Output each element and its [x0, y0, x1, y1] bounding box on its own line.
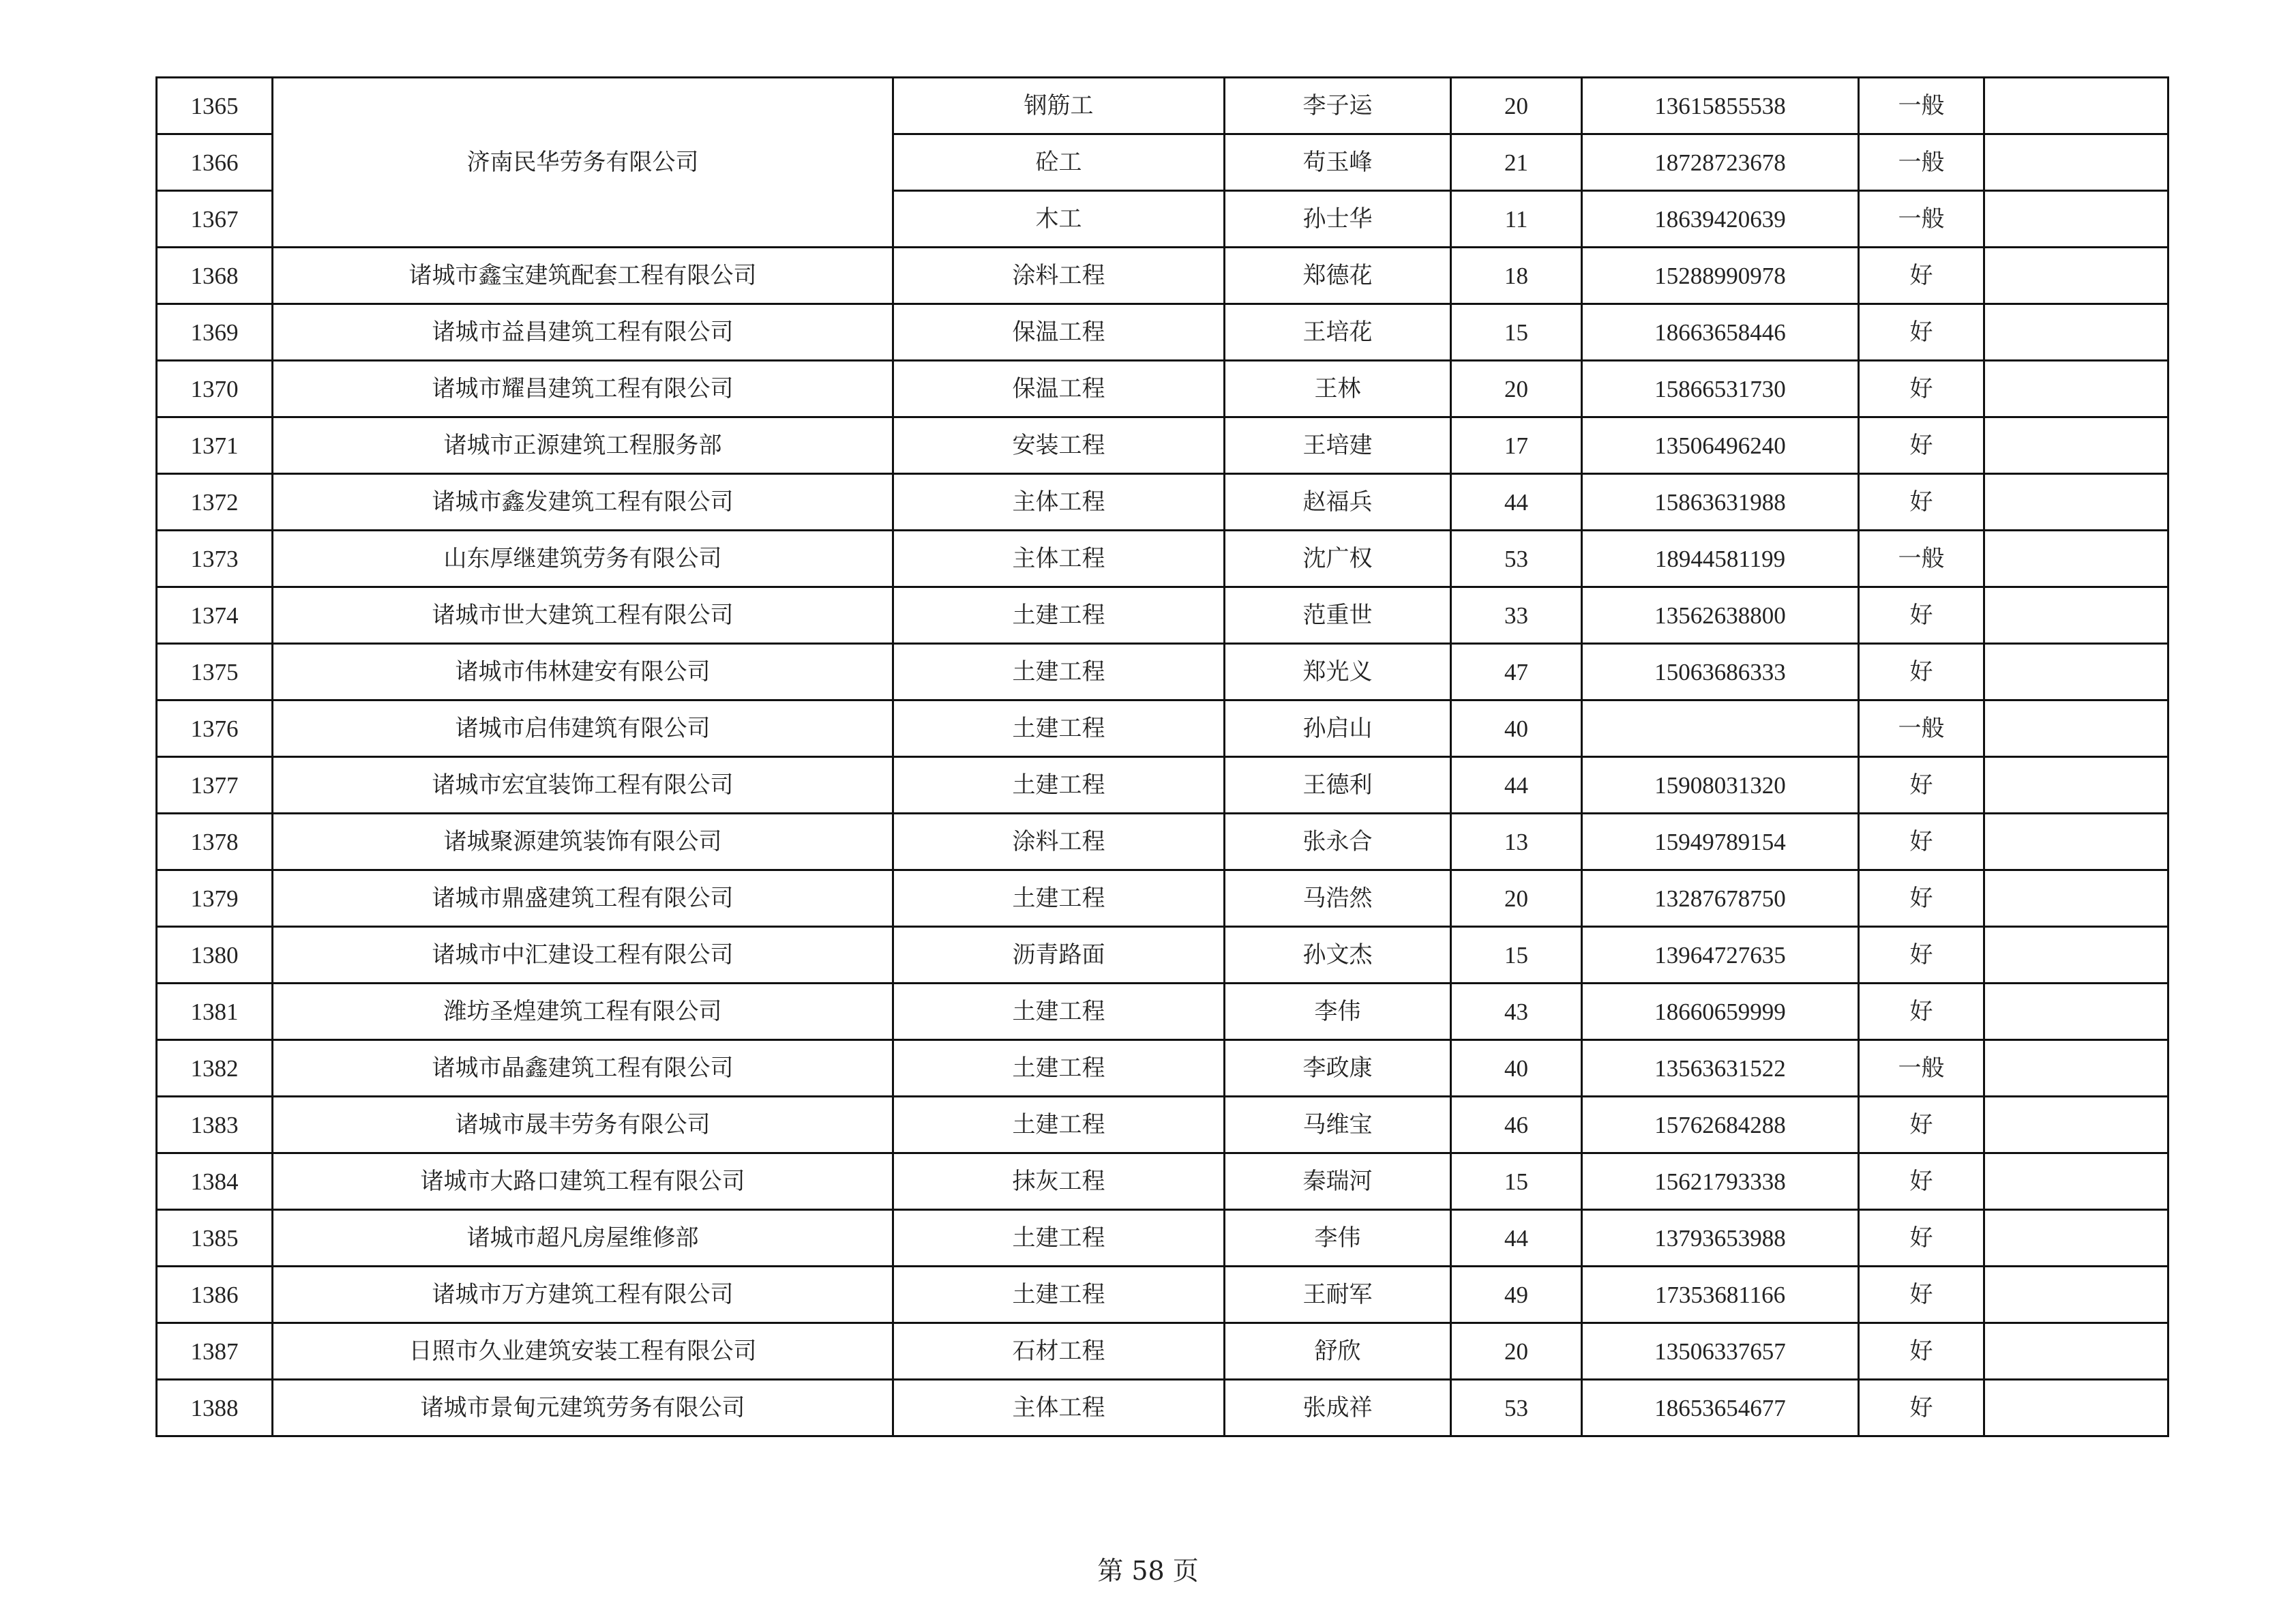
note	[1984, 474, 2168, 531]
rating: 好	[1859, 361, 1984, 417]
work-type: 木工	[893, 191, 1225, 248]
table-row	[157, 361, 2168, 417]
work-type: 土建工程	[893, 644, 1225, 700]
row-number: 1380	[157, 927, 273, 984]
leader-name: 沈广权	[1225, 531, 1451, 587]
phone-number: 17353681166	[1582, 1267, 1859, 1323]
leader-name: 李伟	[1225, 1210, 1451, 1267]
rating: 好	[1859, 814, 1984, 870]
table-row	[157, 531, 2168, 587]
work-type: 涂料工程	[893, 248, 1225, 304]
company-name: 诸城聚源建筑装饰有限公司	[273, 814, 893, 870]
table-row	[157, 304, 2168, 361]
table-row	[157, 757, 2168, 814]
note	[1984, 870, 2168, 927]
note	[1984, 814, 2168, 870]
row-number: 1381	[157, 984, 273, 1040]
work-type: 主体工程	[893, 1380, 1225, 1436]
row-number: 1373	[157, 531, 273, 587]
leader-name: 李政康	[1225, 1040, 1451, 1097]
leader-name: 孙文杰	[1225, 927, 1451, 984]
worker-count: 11	[1451, 191, 1582, 248]
rating: 好	[1859, 757, 1984, 814]
table-row	[157, 474, 2168, 531]
company-name: 诸城市晶鑫建筑工程有限公司	[273, 1040, 893, 1097]
rating: 一般	[1859, 78, 1984, 134]
worker-count: 13	[1451, 814, 1582, 870]
row-number: 1371	[157, 417, 273, 474]
work-type: 沥青路面	[893, 927, 1225, 984]
company-name: 山东厚继建筑劳务有限公司	[273, 531, 893, 587]
row-number: 1366	[157, 134, 273, 191]
worker-count: 49	[1451, 1267, 1582, 1323]
work-type: 土建工程	[893, 757, 1225, 814]
work-type: 砼工	[893, 134, 1225, 191]
worker-count: 40	[1451, 700, 1582, 757]
worker-count: 15	[1451, 927, 1582, 984]
worker-count: 17	[1451, 417, 1582, 474]
company-name: 诸城市超凡房屋维修部	[273, 1210, 893, 1267]
work-type: 钢筋工	[893, 78, 1225, 134]
rating: 好	[1859, 474, 1984, 531]
phone-number: 15949789154	[1582, 814, 1859, 870]
phone-number: 15063686333	[1582, 644, 1859, 700]
worker-count: 21	[1451, 134, 1582, 191]
work-type: 安装工程	[893, 417, 1225, 474]
leader-name: 孙士华	[1225, 191, 1451, 248]
table-row	[157, 248, 2168, 304]
leader-name: 王德利	[1225, 757, 1451, 814]
leader-name: 李子运	[1225, 78, 1451, 134]
row-number: 1377	[157, 757, 273, 814]
row-number: 1376	[157, 700, 273, 757]
work-type: 土建工程	[893, 1210, 1225, 1267]
company-name: 诸城市鑫发建筑工程有限公司	[273, 474, 893, 531]
rating: 好	[1859, 587, 1984, 644]
worker-count: 20	[1451, 78, 1582, 134]
row-number: 1374	[157, 587, 273, 644]
row-number: 1387	[157, 1323, 273, 1380]
row-number: 1378	[157, 814, 273, 870]
company-name: 诸城市大路口建筑工程有限公司	[273, 1153, 893, 1210]
work-type: 保温工程	[893, 304, 1225, 361]
table-row	[157, 927, 2168, 984]
row-number: 1368	[157, 248, 273, 304]
work-type: 保温工程	[893, 361, 1225, 417]
row-number: 1386	[157, 1267, 273, 1323]
work-type: 土建工程	[893, 1040, 1225, 1097]
worker-count: 46	[1451, 1097, 1582, 1153]
note	[1984, 587, 2168, 644]
row-number: 1385	[157, 1210, 273, 1267]
note	[1984, 1380, 2168, 1436]
company-name: 济南民华劳务有限公司	[273, 78, 893, 248]
row-number: 1382	[157, 1040, 273, 1097]
table-row	[157, 644, 2168, 700]
phone-number: 15908031320	[1582, 757, 1859, 814]
rating: 好	[1859, 1153, 1984, 1210]
table-row	[157, 1153, 2168, 1210]
leader-name: 李伟	[1225, 984, 1451, 1040]
table-row	[157, 870, 2168, 927]
note	[1984, 248, 2168, 304]
work-type: 土建工程	[893, 984, 1225, 1040]
table-row	[157, 417, 2168, 474]
rating: 一般	[1859, 191, 1984, 248]
note	[1984, 1210, 2168, 1267]
page-number: 第 58 页	[1097, 1556, 1199, 1586]
worker-count: 18	[1451, 248, 1582, 304]
note	[1984, 984, 2168, 1040]
company-name: 诸城市益昌建筑工程有限公司	[273, 304, 893, 361]
row-number: 1365	[157, 78, 273, 134]
phone-number: 18663658446	[1582, 304, 1859, 361]
rating: 一般	[1859, 531, 1984, 587]
phone-number: 13506496240	[1582, 417, 1859, 474]
phone-number: 15863631988	[1582, 474, 1859, 531]
rating: 好	[1859, 1380, 1984, 1436]
phone-number: 18639420639	[1582, 191, 1859, 248]
rating: 好	[1859, 1210, 1984, 1267]
leader-name: 张成祥	[1225, 1380, 1451, 1436]
note	[1984, 134, 2168, 191]
worker-count: 15	[1451, 304, 1582, 361]
phone-number	[1582, 700, 1859, 757]
rating: 好	[1859, 1267, 1984, 1323]
rating: 好	[1859, 927, 1984, 984]
phone-number: 15762684288	[1582, 1097, 1859, 1153]
rating: 一般	[1859, 700, 1984, 757]
company-name: 诸城市晟丰劳务有限公司	[273, 1097, 893, 1153]
table-row	[157, 814, 2168, 870]
phone-number: 18728723678	[1582, 134, 1859, 191]
company-name: 诸城市世大建筑工程有限公司	[273, 587, 893, 644]
work-type: 土建工程	[893, 1267, 1225, 1323]
note	[1984, 1040, 2168, 1097]
work-type: 主体工程	[893, 474, 1225, 531]
phone-number: 18653654677	[1582, 1380, 1859, 1436]
phone-number: 13287678750	[1582, 870, 1859, 927]
row-number: 1384	[157, 1153, 273, 1210]
leader-name: 王林	[1225, 361, 1451, 417]
rating: 好	[1859, 870, 1984, 927]
company-name: 诸城市景甸元建筑劳务有限公司	[273, 1380, 893, 1436]
leader-name: 郑光义	[1225, 644, 1451, 700]
table-row	[157, 1380, 2168, 1436]
leader-name: 王培花	[1225, 304, 1451, 361]
table-row	[157, 1210, 2168, 1267]
work-type: 土建工程	[893, 700, 1225, 757]
rating: 好	[1859, 1097, 1984, 1153]
work-type: 抹灰工程	[893, 1153, 1225, 1210]
leader-name: 苟玉峰	[1225, 134, 1451, 191]
table-row	[157, 1323, 2168, 1380]
note	[1984, 361, 2168, 417]
note	[1984, 78, 2168, 134]
leader-name: 马浩然	[1225, 870, 1451, 927]
leader-name: 郑德花	[1225, 248, 1451, 304]
leader-name: 张永合	[1225, 814, 1451, 870]
worker-count: 53	[1451, 1380, 1582, 1436]
note	[1984, 1267, 2168, 1323]
phone-number: 13964727635	[1582, 927, 1859, 984]
row-number: 1372	[157, 474, 273, 531]
table-row	[157, 1267, 2168, 1323]
company-name: 日照市久业建筑安装工程有限公司	[273, 1323, 893, 1380]
rating: 好	[1859, 1323, 1984, 1380]
phone-number: 13563631522	[1582, 1040, 1859, 1097]
note	[1984, 1153, 2168, 1210]
phone-number: 18660659999	[1582, 984, 1859, 1040]
worker-count: 44	[1451, 474, 1582, 531]
leader-name: 孙启山	[1225, 700, 1451, 757]
phone-number: 15866531730	[1582, 361, 1859, 417]
row-number: 1367	[157, 191, 273, 248]
row-number: 1369	[157, 304, 273, 361]
work-type: 主体工程	[893, 531, 1225, 587]
company-name: 诸城市伟林建安有限公司	[273, 644, 893, 700]
note	[1984, 1097, 2168, 1153]
work-type: 土建工程	[893, 1097, 1225, 1153]
row-number: 1370	[157, 361, 273, 417]
worker-count: 44	[1451, 1210, 1582, 1267]
worker-count: 53	[1451, 531, 1582, 587]
leader-name: 王耐军	[1225, 1267, 1451, 1323]
phone-number: 13506337657	[1582, 1323, 1859, 1380]
note	[1984, 304, 2168, 361]
worker-count: 40	[1451, 1040, 1582, 1097]
worker-count: 43	[1451, 984, 1582, 1040]
phone-number: 13793653988	[1582, 1210, 1859, 1267]
phone-number: 15621793338	[1582, 1153, 1859, 1210]
table-row	[157, 587, 2168, 644]
worker-count: 20	[1451, 1323, 1582, 1380]
company-name: 诸城市耀昌建筑工程有限公司	[273, 361, 893, 417]
table-row	[157, 1097, 2168, 1153]
note	[1984, 700, 2168, 757]
worker-count: 47	[1451, 644, 1582, 700]
table-row	[157, 984, 2168, 1040]
company-name: 诸城市万方建筑工程有限公司	[273, 1267, 893, 1323]
row-number: 1388	[157, 1380, 273, 1436]
company-name: 诸城市中汇建设工程有限公司	[273, 927, 893, 984]
leader-name: 赵福兵	[1225, 474, 1451, 531]
worker-count: 15	[1451, 1153, 1582, 1210]
work-type: 土建工程	[893, 587, 1225, 644]
leader-name: 范重世	[1225, 587, 1451, 644]
company-name: 诸城市正源建筑工程服务部	[273, 417, 893, 474]
rating: 好	[1859, 644, 1984, 700]
rating: 好	[1859, 417, 1984, 474]
work-type: 石材工程	[893, 1323, 1225, 1380]
rating: 好	[1859, 304, 1984, 361]
company-name: 诸城市启伟建筑有限公司	[273, 700, 893, 757]
contractor-table	[155, 76, 2169, 1437]
worker-count: 44	[1451, 757, 1582, 814]
table-row	[157, 1040, 2168, 1097]
phone-number: 13562638800	[1582, 587, 1859, 644]
worker-count: 20	[1451, 870, 1582, 927]
phone-number: 15288990978	[1582, 248, 1859, 304]
worker-count: 20	[1451, 361, 1582, 417]
row-number: 1379	[157, 870, 273, 927]
rating: 一般	[1859, 1040, 1984, 1097]
company-name: 诸城市宏宜装饰工程有限公司	[273, 757, 893, 814]
company-name: 诸城市鼎盛建筑工程有限公司	[273, 870, 893, 927]
note	[1984, 531, 2168, 587]
worker-count: 33	[1451, 587, 1582, 644]
row-number: 1375	[157, 644, 273, 700]
leader-name: 王培建	[1225, 417, 1451, 474]
note	[1984, 1323, 2168, 1380]
note	[1984, 191, 2168, 248]
leader-name: 秦瑞河	[1225, 1153, 1451, 1210]
rating: 好	[1859, 984, 1984, 1040]
company-name: 潍坊圣煌建筑工程有限公司	[273, 984, 893, 1040]
table-row	[157, 78, 2168, 134]
work-type: 土建工程	[893, 870, 1225, 927]
company-name: 诸城市鑫宝建筑配套工程有限公司	[273, 248, 893, 304]
phone-number: 13615855538	[1582, 78, 1859, 134]
rating: 一般	[1859, 134, 1984, 191]
table-row	[157, 700, 2168, 757]
note	[1984, 757, 2168, 814]
leader-name: 舒欣	[1225, 1323, 1451, 1380]
phone-number: 18944581199	[1582, 531, 1859, 587]
work-type: 涂料工程	[893, 814, 1225, 870]
rating: 好	[1859, 248, 1984, 304]
note	[1984, 644, 2168, 700]
note	[1984, 417, 2168, 474]
leader-name: 马维宝	[1225, 1097, 1451, 1153]
row-number: 1383	[157, 1097, 273, 1153]
note	[1984, 927, 2168, 984]
